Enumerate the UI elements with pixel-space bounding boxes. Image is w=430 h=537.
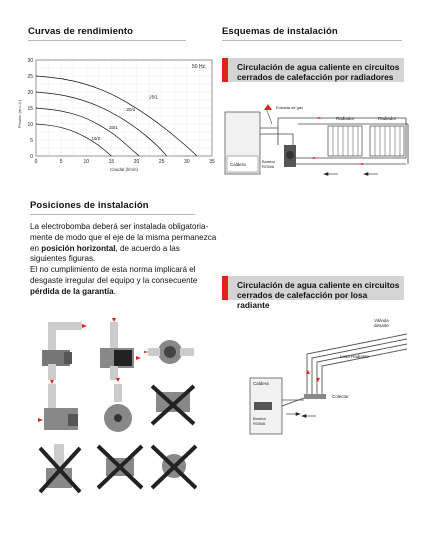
x-tick-label: 25 (158, 159, 165, 165)
instr-p2-a: El no cumplimiento de esta norma implicará el desgaste irregular del equipo y la consecuente (30, 265, 198, 285)
floor-boiler-label: Caldera (253, 381, 269, 386)
y-tick-label: 10 (27, 121, 33, 128)
position-ok-3 (144, 340, 194, 364)
positions-title: Posiciones de instalación (30, 200, 149, 211)
pump-label: Bomba ROWA (262, 159, 275, 169)
slab-pipes (307, 334, 407, 394)
radiant-slab-label: Losa Radiante (340, 354, 370, 359)
position-ok-4 (38, 384, 78, 430)
floor-pump-label: Bomba ROWA (253, 416, 266, 426)
gas-arrow-icon (264, 104, 272, 110)
boiler-label: Caldera (230, 162, 246, 167)
floor-return-arrows (286, 413, 316, 418)
chart-ylabel: Presión (m.c.a.) (17, 99, 22, 129)
series-label: 10/2 (91, 136, 101, 141)
position-wrong-3 (98, 446, 142, 488)
gas-inlet-label: Entrada de gas (276, 105, 304, 110)
x-tick-label: 10 (83, 159, 90, 165)
floor-banner-text: Circulación de agua caliente en circuitos cerrados de calefacción por losa radiante (237, 280, 400, 310)
y-tick-label: 0 (30, 153, 33, 160)
position-wrong-1 (152, 386, 194, 424)
chart-title: 50 Hz. (192, 64, 207, 70)
return-arrows (324, 173, 378, 176)
series-label: 20/1 (126, 107, 136, 113)
installation-instructions (30, 222, 218, 298)
series-label: 25/1 (149, 94, 158, 100)
y-tick-label: 20 (27, 89, 33, 96)
chart-xlabel: Caudal (l/min) (109, 167, 139, 172)
position-wrong-4 (152, 446, 196, 488)
x-tick-label: 30 (184, 159, 190, 165)
radiators-diagram (218, 100, 418, 190)
instr-p2-bold: pérdida de la garantía (30, 286, 114, 296)
x-tick-label: 35 (209, 159, 215, 165)
schemes-title: Esquemas de instalación (222, 26, 338, 37)
x-tick-label: 20 (133, 159, 140, 165)
series-label: 15/1 (108, 124, 118, 130)
floor-pump-shape (254, 402, 272, 410)
radiator-1 (328, 126, 362, 156)
valve-label: Válvula desaire (374, 318, 389, 328)
banner-red-bar (222, 58, 228, 82)
banner-red-bar (222, 276, 228, 300)
y-tick-label: 5 (30, 137, 33, 144)
y-tick-label: 25 (27, 73, 33, 80)
instr-p1-b: , de acuerdo a las siguientes figuras. (30, 243, 180, 264)
x-tick-label: 0 (34, 159, 38, 165)
curves-title-rule (28, 40, 186, 41)
radiators-banner (222, 58, 404, 82)
floor-heating-diagram (222, 314, 417, 444)
schemes-title-rule (222, 40, 402, 41)
y-tick-label: 30 (27, 57, 33, 64)
curves-title: Curvas de rendimiento (28, 26, 134, 37)
floor-flow-arrows (306, 370, 320, 382)
position-ok-2 (100, 318, 141, 380)
collector-label: Colector (332, 394, 349, 399)
position-wrong-2 (40, 444, 80, 492)
position-ok-5 (104, 378, 132, 432)
collector-shape (304, 394, 326, 399)
floor-banner (222, 276, 404, 310)
radiator-2 (370, 126, 404, 156)
performance-chart (14, 52, 214, 174)
x-tick-label: 5 (59, 159, 63, 165)
radiator-1-label: Radiador (336, 116, 355, 121)
instr-p2-b: . (113, 286, 116, 296)
pump-positions-grid (28, 312, 208, 502)
positions-title-rule (30, 214, 195, 215)
y-tick-label: 15 (27, 105, 33, 112)
instr-p1-bold: posición horizontal (41, 243, 116, 253)
instr-p1-a: La electrobomba deberá ser instalada obligatoria-mente de modo que el eje de la misma permanezca en (30, 222, 217, 253)
radiators-banner-text: Circulación de agua caliente en circuitos cerrados de calefacción por radiadores (237, 62, 400, 82)
position-ok-1 (42, 322, 87, 384)
x-tick-label: 15 (108, 159, 115, 165)
radiator-2-label: Radiador (378, 116, 397, 121)
